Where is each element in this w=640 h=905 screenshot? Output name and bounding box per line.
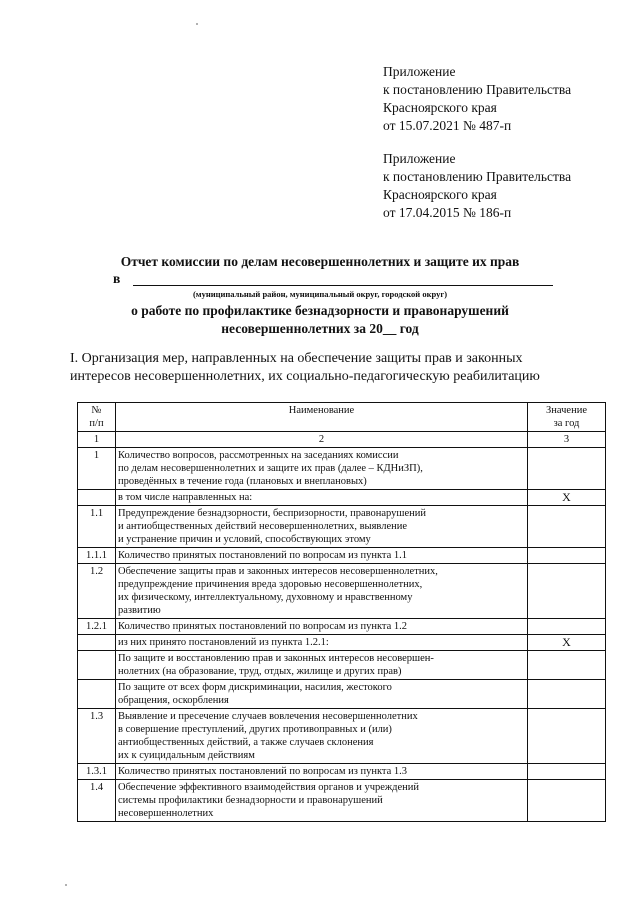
row-value-cell[interactable]: Х bbox=[528, 490, 606, 506]
appendix-original-line3: Красноярского края bbox=[383, 187, 497, 202]
row-value-cell[interactable] bbox=[528, 448, 606, 490]
appendix-current-line4: от 15.07.2021 № 487-п bbox=[383, 118, 512, 133]
table-row bbox=[78, 548, 606, 564]
row-value-cell[interactable] bbox=[528, 709, 606, 764]
header-value-line1: Значение bbox=[546, 405, 587, 416]
row-name-line: обращения, оскорбления bbox=[118, 695, 229, 706]
header-num-line1: № bbox=[91, 405, 102, 416]
row-number-cell: 1.1 bbox=[78, 506, 116, 548]
row-value-cell[interactable]: Х bbox=[528, 635, 606, 651]
row-value-cell[interactable] bbox=[528, 780, 606, 822]
row-name-line: нолетних (на образование, труд, отдых, жилище и других прав) bbox=[118, 666, 402, 677]
row-name-line: системы профилактики безнадзорности и правонарушений bbox=[118, 795, 383, 806]
appendix-current-line3: Красноярского края bbox=[383, 100, 497, 115]
row-name-line: Предупреждение безнадзорности, беспризорности, правонарушений bbox=[118, 508, 427, 519]
row-name-cell bbox=[116, 680, 528, 709]
row-number-cell: 1.2.1 bbox=[78, 619, 116, 635]
table-row bbox=[78, 564, 606, 619]
row-number-cell bbox=[78, 680, 116, 709]
report-title-line3: несовершеннолетних за 20__ год bbox=[221, 321, 419, 336]
row-name-line: антиобщественных действий, а также случаев склонения bbox=[118, 737, 374, 748]
report-title-line2: о работе по профилактике безнадзорности и правонарушений bbox=[131, 303, 509, 318]
row-name-line: Количество принятых постановлений по вопросам из пункта 1.2 bbox=[118, 621, 408, 632]
row-name-cell bbox=[116, 780, 528, 822]
header-num-cell bbox=[78, 403, 116, 432]
row-value-cell[interactable] bbox=[528, 651, 606, 680]
row-number-cell: 1.3.1 bbox=[78, 764, 116, 780]
header-value-line2: за год bbox=[553, 418, 580, 429]
row-name-line: проведённых в течение года (плановых и внеплановых) bbox=[118, 476, 367, 487]
row-name-line: Обеспечение защиты прав и законных интересов несовершеннолетних, bbox=[118, 566, 438, 577]
column-number-1: 1 bbox=[78, 432, 116, 448]
table-row bbox=[78, 709, 606, 764]
table-row bbox=[78, 506, 606, 548]
header-value-cell bbox=[528, 403, 606, 432]
row-name-cell bbox=[116, 635, 528, 651]
scan-speck bbox=[65, 884, 67, 886]
report-subtitle bbox=[0, 302, 640, 338]
section-heading-line1: I. Организация мер, направленных на обеспечение защиты прав и законных bbox=[70, 351, 523, 366]
row-name-line: Выявление и пресечение случаев вовлечения несовершеннолетних bbox=[118, 711, 418, 722]
appendix-current-line2: к постановлению Правительства bbox=[383, 82, 572, 97]
row-name-cell bbox=[116, 448, 528, 490]
row-number-cell bbox=[78, 651, 116, 680]
row-value-cell[interactable] bbox=[528, 680, 606, 709]
row-name-cell bbox=[116, 709, 528, 764]
table-row bbox=[78, 764, 606, 780]
row-name-line: Количество принятых постановлений по вопросам из пункта 1.1 bbox=[118, 550, 408, 561]
appendix-current-block bbox=[383, 63, 571, 135]
row-name-line: предупреждение причинения вреда здоровью несовершеннолетних, bbox=[118, 579, 423, 590]
appendix-original-line4: от 17.04.2015 № 186-п bbox=[383, 205, 512, 220]
row-name-cell bbox=[116, 548, 528, 564]
row-number-cell: 1.2 bbox=[78, 564, 116, 619]
row-value-cell[interactable] bbox=[528, 764, 606, 780]
table-row bbox=[78, 635, 606, 651]
row-name-line: развитию bbox=[118, 605, 161, 616]
row-number-cell: 1.1.1 bbox=[78, 548, 116, 564]
column-number-row bbox=[78, 432, 606, 448]
table-row bbox=[78, 780, 606, 822]
table-row bbox=[78, 651, 606, 680]
appendix-original-block bbox=[383, 150, 571, 222]
report-title-line1: Отчет комиссии по делам несовершеннолетних и защите их прав bbox=[120, 254, 520, 269]
row-name-cell bbox=[116, 506, 528, 548]
row-name-cell bbox=[116, 651, 528, 680]
municipality-prefix: в bbox=[113, 271, 121, 286]
row-name-line: Обеспечение эффективного взаимодействия органов и учреждений bbox=[118, 782, 420, 793]
appendix-original-line1: Приложение bbox=[383, 151, 456, 166]
row-name-line: в совершение преступлений, других противоправных и (или) bbox=[118, 724, 392, 735]
row-name-cell bbox=[116, 564, 528, 619]
row-number-cell: 1.3 bbox=[78, 709, 116, 764]
table-header-row bbox=[78, 403, 606, 432]
section-heading bbox=[70, 350, 610, 386]
municipality-blank bbox=[133, 285, 553, 286]
table-row bbox=[78, 448, 606, 490]
row-name-cell bbox=[116, 764, 528, 780]
table-row bbox=[78, 680, 606, 709]
table-row bbox=[78, 619, 606, 635]
row-number-cell: 1.4 bbox=[78, 780, 116, 822]
row-name-line: Количество вопросов, рассмотренных на заседаниях комиссии bbox=[118, 450, 399, 461]
row-name-line: несовершеннолетних bbox=[118, 808, 214, 819]
row-name-line: из них принято постановлений из пункта 1.2.1: bbox=[118, 637, 329, 648]
row-name-cell bbox=[116, 490, 528, 506]
row-number-cell: 1 bbox=[78, 448, 116, 490]
table-row bbox=[78, 490, 606, 506]
column-number-2: 2 bbox=[116, 432, 528, 448]
row-name-line: и устранение причин и условий, способствующих этому bbox=[118, 534, 371, 545]
section-heading-line2: интересов несовершеннолетних, их социально-педагогическую реабилитацию bbox=[70, 369, 540, 384]
appendix-current-line1: Приложение bbox=[383, 64, 456, 79]
row-name-line: их физическому, интеллектуальному, духовному и нравственному bbox=[118, 592, 413, 603]
row-name-line: По защите и восстановлению прав и законных интересов несовершен- bbox=[118, 653, 434, 664]
appendix-original-line2: к постановлению Правительства bbox=[383, 169, 572, 184]
row-name-line: По защите от всех форм дискриминации, насилия, жестокого bbox=[118, 682, 392, 693]
row-number-cell bbox=[78, 490, 116, 506]
header-num-line2: п/п bbox=[89, 418, 104, 429]
row-name-line: Количество принятых постановлений по вопросам из пункта 1.3 bbox=[118, 766, 408, 777]
row-name-line: их к суицидальным действиям bbox=[118, 750, 255, 761]
report-table bbox=[77, 402, 606, 822]
row-name-line: в том числе направленных на: bbox=[118, 492, 253, 503]
column-number-3: 3 bbox=[528, 432, 606, 448]
row-value-cell[interactable] bbox=[528, 506, 606, 548]
row-name-line: и антиобщественных действий несовершеннолетних, выявление bbox=[118, 521, 408, 532]
row-value-cell[interactable] bbox=[528, 548, 606, 564]
municipality-caption: (муниципальный район, муниципальный округ, городской округ) bbox=[192, 289, 448, 299]
row-number-cell bbox=[78, 635, 116, 651]
row-name-line: по делам несовершеннолетних и защите их прав (далее – КДНиЗП), bbox=[118, 463, 423, 474]
municipality-line bbox=[113, 271, 553, 287]
row-value-cell[interactable] bbox=[528, 619, 606, 635]
scan-speck bbox=[196, 23, 198, 25]
row-value-cell[interactable] bbox=[528, 564, 606, 619]
row-name-cell bbox=[116, 619, 528, 635]
header-name-cell: Наименование bbox=[116, 403, 528, 432]
